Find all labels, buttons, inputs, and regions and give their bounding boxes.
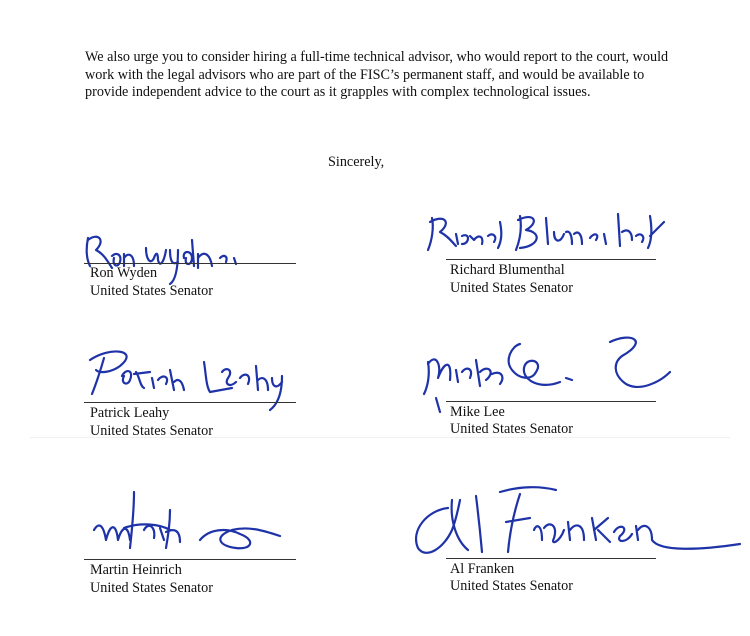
signatory-name: Al Franken — [450, 561, 515, 577]
signatory-name: Ron Wyden — [90, 265, 158, 281]
signatory-title: United States Senator — [90, 580, 213, 596]
signatory-title: United States Senator — [90, 283, 213, 299]
signatory-title: United States Senator — [450, 280, 573, 296]
signatory-name: Martin Heinrich — [90, 562, 182, 578]
signature-line — [446, 558, 656, 559]
signatory-title: United States Senator — [90, 423, 213, 439]
signatory-title: United States Senator — [450, 578, 573, 594]
signatory-name: Richard Blumenthal — [450, 262, 565, 278]
signatory-title: United States Senator — [450, 421, 573, 437]
closing-salutation: Sincerely, — [328, 154, 385, 170]
letter-paragraph: We also urge you to consider hiring a full-time technical advisor, who would report to the court, would work with the legal advisors who are part of the FISC’s permanent staff, and would be available to provide independent advice to the court as it grapples with complex technological issues. — [85, 49, 669, 100]
signatory-name: Patrick Leahy — [90, 405, 170, 421]
signatory-name: Mike Lee — [450, 404, 505, 420]
